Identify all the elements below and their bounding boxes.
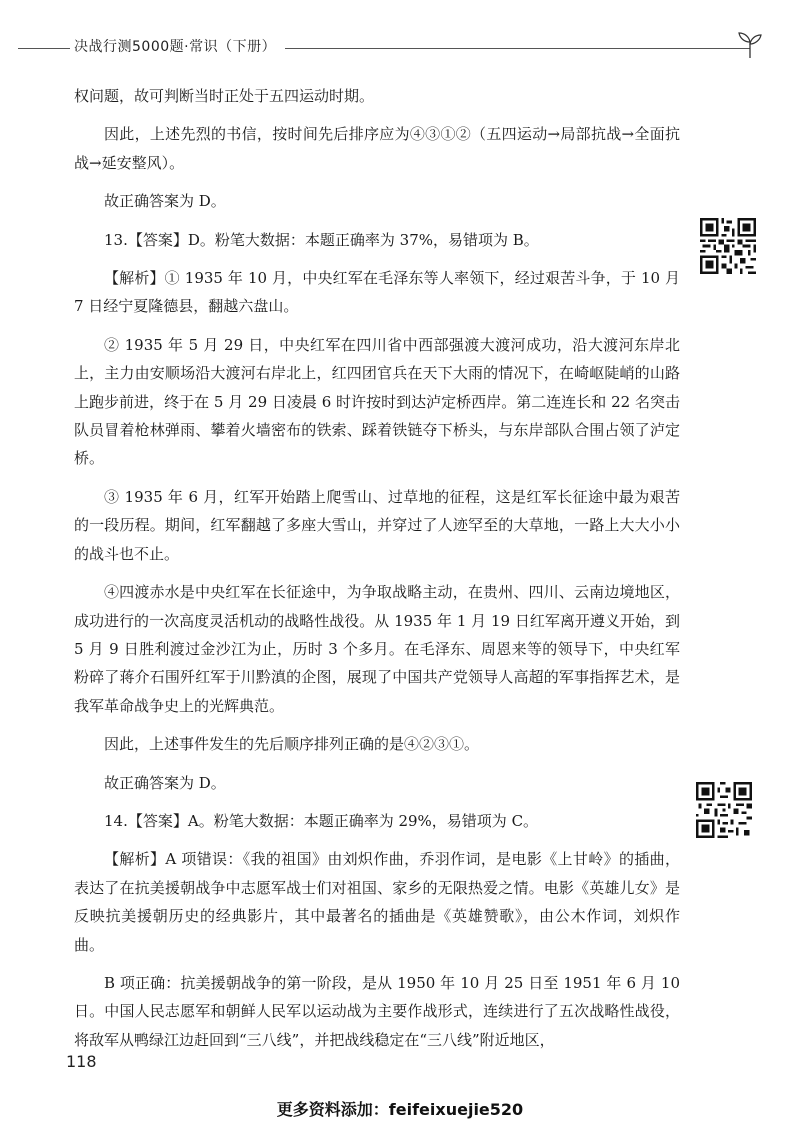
header-rule-left bbox=[18, 48, 70, 49]
paragraph: 权问题，故可判断当时正处于五四运动时期。 bbox=[74, 87, 375, 105]
paragraph: 故正确答案为 D。 bbox=[104, 192, 226, 211]
sprout-icon bbox=[736, 30, 764, 64]
page-header bbox=[0, 30, 800, 70]
answer-14: 14.【答案】A。粉笔大数据：本题正确率为 29%，易错项为 C。 bbox=[104, 811, 539, 830]
page-number: 118 bbox=[66, 1052, 97, 1071]
header-rule-right bbox=[285, 48, 750, 49]
paragraph: B 项正确：抗美援朝战争的第一阶段，是从 1950 年 10 月 25 日至 1951 年 6 月 10 日。中国人民志愿军和朝鲜人民军以运动战为主要作战形式，连续进行了五次战略性战役，将敌军从鸭绿江边赶回到“三八线”，并把战线稳定在“三八线”附近地区， bbox=[74, 973, 680, 1049]
paragraph: ④四渡赤水是中央红军在长征途中，为争取战略主动，在贵州、四川、云南边境地区，成功进行的一次高度灵活机动的战略性战役。从 1935 年 1 月 19 日红军离开遵义开始，到 5 月 9 日胜利渡过金沙江为止，历时 3 个多月。在毛泽东、周恩来等的领导下，中央红军粉碎了蒋介石围歼红军于川黔滇的企图，展现了中国共产党领导人高超的军事指挥艺术，是我军革命战争史上的光辉典范。 bbox=[74, 583, 680, 715]
paragraph: 故正确答案为 D。 bbox=[104, 773, 226, 792]
paragraph: ③ 1935 年 6 月，红军开始踏上爬雪山、过草地的征程，这是红军长征途中最为艰苦的一段历程。期间，红军翻越了多座大雪山，并穿过了人迹罕至的大草地，一路上大大小小的战斗也不止。 bbox=[74, 487, 680, 563]
qr-code-icon[interactable] bbox=[696, 782, 752, 838]
paragraph: ② 1935 年 5 月 29 日，中央红军在四川省中西部强渡大渡河成功，沿大渡河东岸北上，主力由安顺场沿大渡河右岸北上，红四团官兵在天下大雨的情况下，在崎岖陡峭的山路上跑步前进，终于在 5 月 29 日凌晨 6 时许按时到达泸定桥西岸。第二连连长和 22 名突击队员冒着枪林弹雨、攀着火墙密布的铁索、踩着铁链夺下桥头，与东岸部队合围占领了泸定桥。 bbox=[74, 335, 680, 468]
paragraph: 因此，上述事件发生的先后顺序排列正确的是④②③①。 bbox=[104, 735, 480, 754]
page-content bbox=[74, 82, 680, 1054]
analysis-13: 【解析】① 1935 年 10 月，中央红军在毛泽东等人率领下，经过艰苦斗争，于 10 月 7 日经宁夏隆德县，翻越六盘山。 bbox=[74, 269, 680, 316]
footer-note: 更多资料添加：feifeixuejie520 bbox=[276, 1100, 524, 1119]
analysis-14: 【解析】A 项错误：《我的祖国》由刘炽作曲，乔羽作词，是电影《上甘岭》的插曲，表达了在抗美援朝战争中志愿军战士们对祖国、家乡的无限热爱之情。电影《英雄儿女》是反映抗美援朝历史的经典影片，其中最著名的插曲是《英雄赞歌》，由公木作词，刘炽作曲。 bbox=[74, 850, 680, 954]
paragraph: 因此，上述先烈的书信，按时间先后排序应为④③①②（五四运动→局部抗战→全面抗战→延安整风）。 bbox=[74, 125, 680, 172]
header-title: 决战行测5000题·常识（下册） bbox=[74, 39, 277, 55]
answer-13: 13.【答案】D。粉笔大数据：本题正确率为 37%，易错项为 B。 bbox=[104, 230, 539, 249]
qr-code-icon[interactable] bbox=[700, 218, 756, 274]
